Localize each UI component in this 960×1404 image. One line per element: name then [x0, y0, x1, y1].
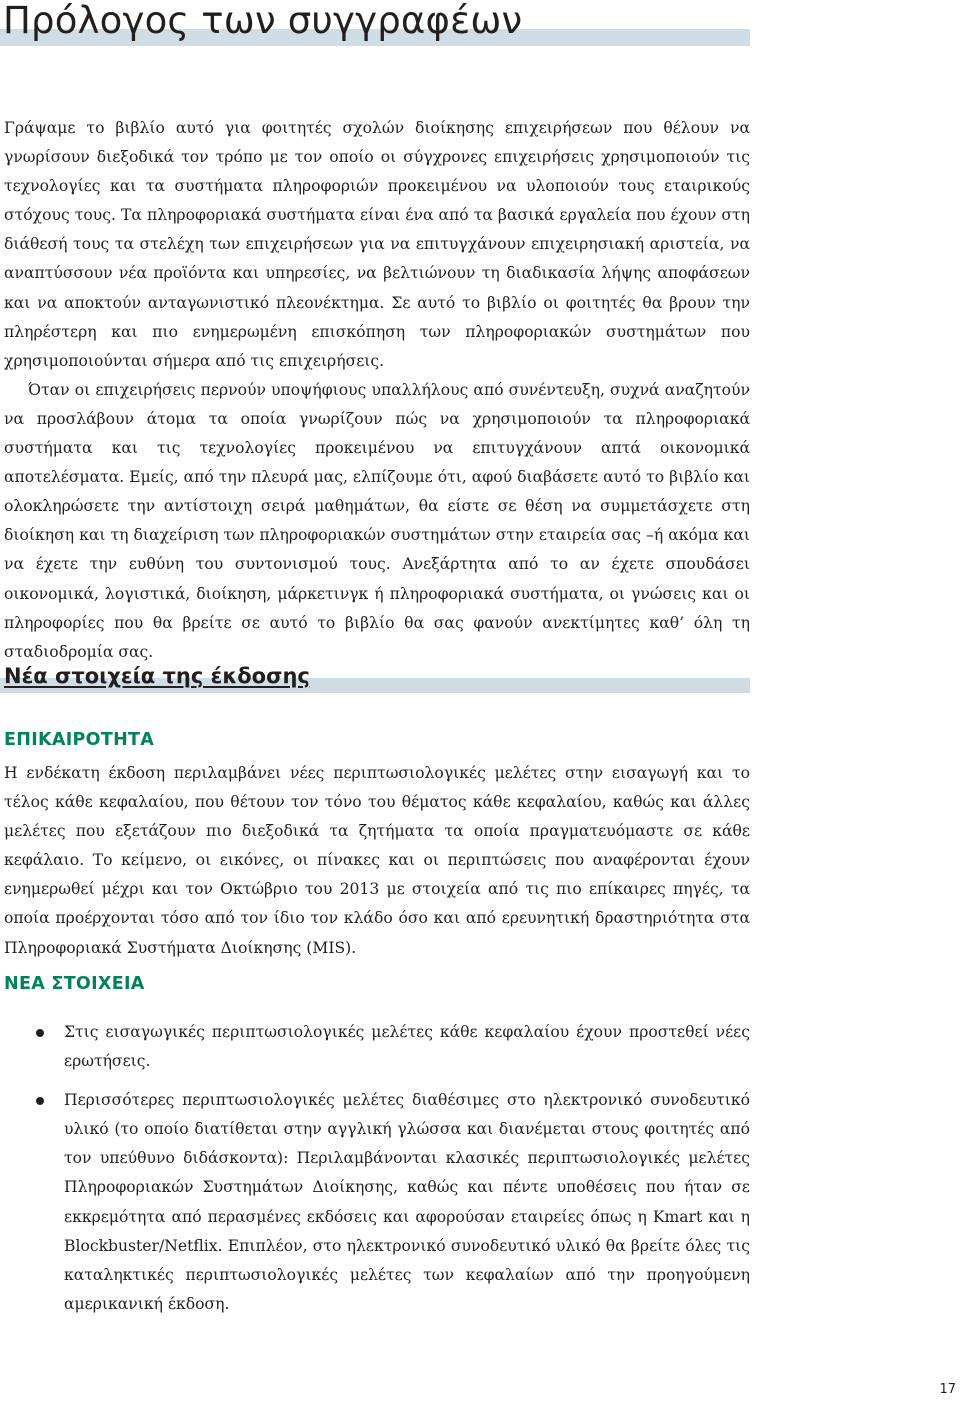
bullet-icon — [36, 1097, 44, 1105]
chapter-title-block — [0, 0, 750, 48]
currency-body — [4, 759, 750, 963]
preface-body — [4, 114, 750, 667]
new-features-list — [0, 1018, 750, 1319]
list-item — [0, 1086, 750, 1319]
preface-paragraph-1: Γράψαμε το βιβλίο αυτό για φοιτητές σχολών διοίκησης επιχειρήσεων που θέλουν να γνωρίσουν διεξοδικά τον τρόπο με τον οποίο οι σύγχρονες επιχειρήσεις χρησιμοποιούν τις τεχνολογίες και τα συστήματα πληροφοριών προκειμένου να υλοποιούν τους εταιρικούς στόχους τους. Τα πληροφοριακά συστήματα είναι ένα από τα βασικά εργαλεία που έχουν στη διάθεσή τους τα στελέχη των επιχειρήσεων για να επιτυγχάνουν επιχειρησιακή αριστεία, να αναπτύσσουν νέα προϊόντα και υπηρεσίες, να βελτιώνουν τη διαδικασία λήψης αποφάσεων και να αποκτούν ανταγωνιστικό πλεονέκτημα. Σε αυτό το βιβλίο οι φοιτητές θα βρουν την πληρέστερη και πιο ενημερωμένη επισκόπηση των πληροφοριακών συστημάτων που χρησιμοποιούνται σήμερα από τις επιχειρήσεις. — [4, 119, 750, 370]
currency-heading: ΕΠΙΚΑΙΡΟΤΗΤΑ — [4, 730, 155, 750]
chapter-title: Πρόλογος των συγγραφέων — [3, 0, 523, 42]
page-number: 17 — [939, 1382, 956, 1397]
new-features-heading: ΝΕΑ ΣΤΟΙΧΕΙΑ — [4, 974, 145, 994]
currency-paragraph: Η ενδέκατη έκδοση περιλαμβάνει νέες περιπτωσιολογικές μελέτες στην εισαγωγή και το τέλος κάθε κεφαλαίου, που θέτουν τον τόνο του θέματος κάθε κεφαλαίου, καθώς και άλλες μελέτες που εξετάζουν πιο διεξοδικά τα ζητήματα τα οποία πραγματευόμαστε σε κάθε κεφάλαιο. Το κείμενο, οι εικόνες, οι πίνακες και οι περιπτώσεις που αναφέρονται έχουν ενημερωθεί μέχρι και τον Οκτώβριο του 2013 με στοιχεία από τις πιο επίκαιρες πηγές, τα οποία προέρχονται τόσο από τον ίδιο τον κλάδο όσο και από ερευνητική δραστηριότητα στα Πληροφοριακά Συστήματα Διοίκησης (MIS). — [4, 764, 750, 957]
section-heading-block — [0, 656, 750, 696]
bullet-icon — [36, 1029, 44, 1037]
section-title: Νέα στοιχεία της έκδοσης — [4, 664, 310, 688]
preface-paragraph-2: Όταν οι επιχειρήσεις περνούν υποψήφιους υπαλλήλους από συνέντευξη, συχνά αναζητούν να προσλάβουν άτομα τα οποία γνωρίζουν πώς να χρησιμοποιούν τα πληροφοριακά συστήματα και τις τεχνολογίες προκειμένου να επιτυγχάνουν απτά οικονομικά αποτελέσματα. Εμείς, από την πλευρά μας, ελπίζουμε ότι, αφού διαβάσετε αυτό το βιβλίο και ολοκληρώσετε την αντίστοιχη σειρά μαθημάτων, θα είστε σε θέση να συμμετάσχετε στη διοίκηση και τη διαχείριση των πληροφοριακών συστημάτων στην εταιρεία σας –ή ακόμα και να έχετε την ευθύνη του συντονισμού τους. Ανεξάρτητα από το αν έχετε σπουδάσει οικονομικά, λογιστικά, διοίκηση, μάρκετινγκ ή πληροφοριακά συστήματα, οι γνώσεις και οι πληροφορίες που θα βρείτε σε αυτό το βιβλίο θα σας φανούν ανεκτίμητες καθ’ όλη τη σταδιοδρομία σας. — [4, 380, 750, 661]
list-item-text: Στις εισαγωγικές περιπτωσιολογικές μελέτες κάθε κεφαλαίου έχουν προστεθεί νέες ερωτήσεις. — [64, 1023, 750, 1071]
list-item — [0, 1018, 750, 1076]
list-item-text: Περισσότερες περιπτωσιολογικές μελέτες διαθέσιμες στο ηλεκτρονικό συνοδευτικό υλικό (το οποίο διατίθεται στην αγγλική γλώσσα και διανέμεται στους φοιτητές από τον υπεύθυνο διδάσκοντα): Περιλαμβάνονται κλασικές περιπτωσιολογικές μελέτες Πληροφοριακών Συστημάτων Διοίκησης, καθώς και πέντε υποθέσεις που ήταν σε εκκρεμότητα από περασμένες εκδόσεις και αφορούσαν εταιρείες όπως η Kmart και η Blockbuster/Netflix. Επιπλέον, στο ηλεκτρονικό συνοδευτικό υλικό θα βρείτε όλες τις καταληκτικές περιπτωσιολογικές μελέτες των κεφαλαίων από την προηγούμενη αμερικανική έκδοση. — [64, 1091, 750, 1313]
